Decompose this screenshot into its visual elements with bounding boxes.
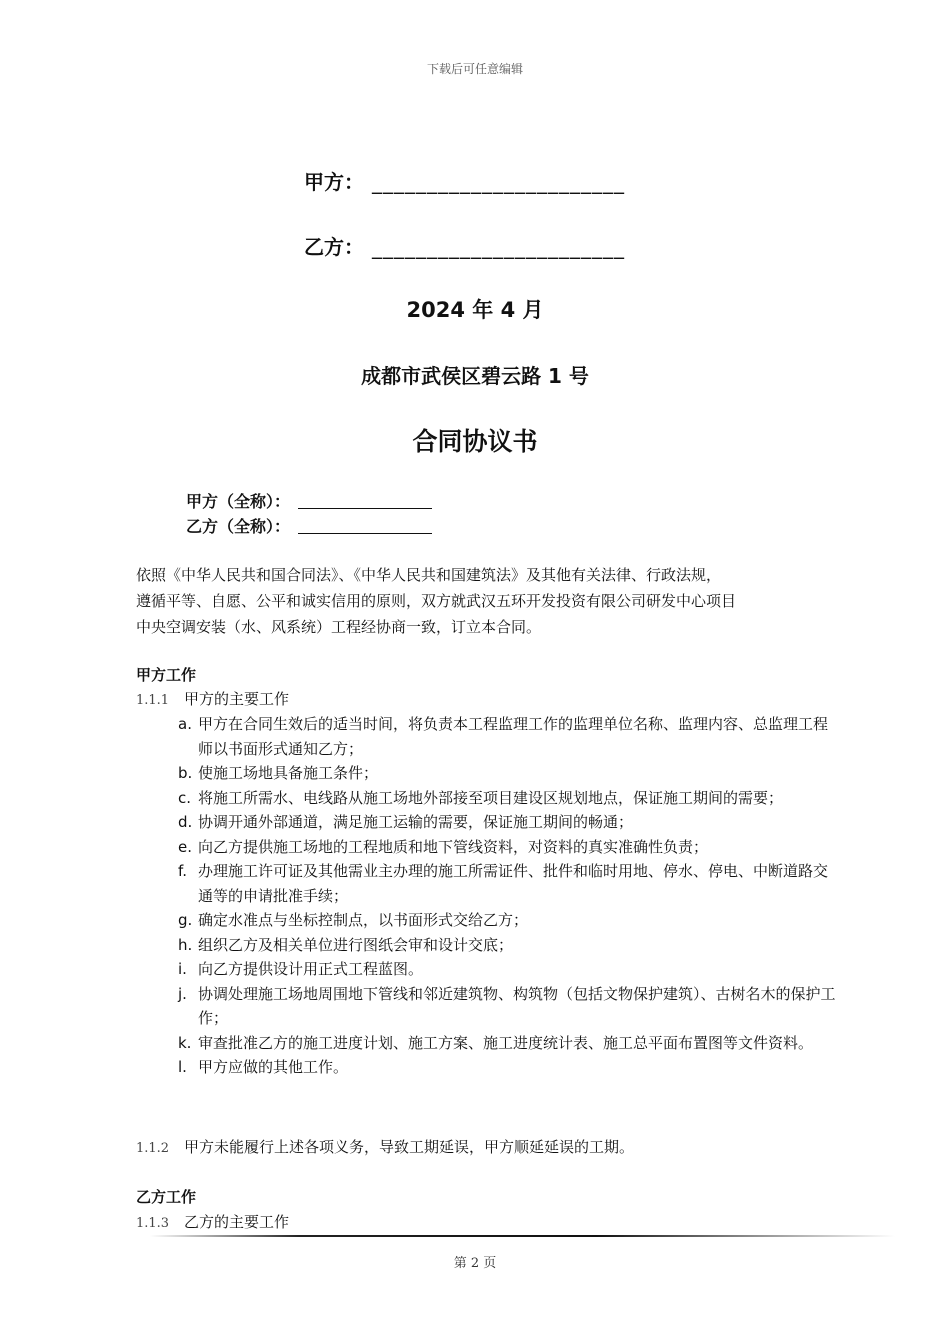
party-a-duties-list <box>178 712 838 1080</box>
item-label: d. <box>178 813 193 831</box>
party-b-blank: _______________________ <box>372 235 625 259</box>
item-label: k. <box>178 1033 192 1052</box>
intro-paragraph <box>136 562 826 640</box>
item-text: 使施工场地具备施工条件； <box>198 764 379 782</box>
intro-line: 中央空调安装（水、风系统）工程经协商一致，订立本合同。 <box>136 618 542 636</box>
intro-line: 依照《中华人民共和国合同法》、《中华人民共和国建筑法》及其他有关法律、行政法规， <box>136 566 722 584</box>
party-b-line <box>304 231 625 260</box>
list-item <box>178 1055 838 1080</box>
item-label: j. <box>178 984 187 1003</box>
clause-1-1-2 <box>136 1136 634 1157</box>
party-a-fullname-underline <box>298 494 432 509</box>
party-a-fullname-label: 甲方（全称）： <box>186 492 291 511</box>
list-item <box>178 859 838 908</box>
list-item <box>178 957 838 982</box>
intro-line: 遵循平等、自愿、公平和诚实信用的原则，双方就武汉五环开发投资有限公司研发中心项目 <box>136 592 737 610</box>
clause-text: 甲方未能履行上述各项义务，导致工期延误，甲方顺延延误的工期。 <box>184 1138 635 1156</box>
item-text: 确定水准点与坐标控制点，以书面形式交给乙方； <box>198 911 529 929</box>
clause-number: 1.1.2 <box>136 1141 170 1156</box>
clause-number: 1.1.3 <box>136 1216 170 1231</box>
item-label: e. <box>178 837 192 856</box>
party-a-blank: _______________________ <box>372 170 625 194</box>
party-b-fullname <box>186 514 432 537</box>
list-item <box>178 810 838 835</box>
party-a-label: 甲方： <box>304 170 364 194</box>
clause-1-1-3 <box>136 1211 289 1232</box>
document-title: 合同协议书 <box>412 427 538 456</box>
party-a-line <box>304 166 625 195</box>
item-label: l. <box>178 1058 187 1076</box>
item-text: 协调开通外部通道，满足施工运输的需要，保证施工期间的畅通； <box>198 813 634 831</box>
item-text: 向乙方提供施工场地的工程地质和地下管线资料，对资料的真实准确性负责； <box>198 837 709 856</box>
list-item <box>178 908 838 933</box>
header-note: 下载后可任意编辑 <box>426 62 523 76</box>
item-label: c. <box>178 788 192 807</box>
contract-date: 2024 年 4 月 <box>406 298 544 322</box>
item-text: 组织乙方及相关单位进行图纸会审和设计交底； <box>198 935 514 954</box>
item-label: f. <box>178 862 187 880</box>
party-b-fullname-label: 乙方（全称）： <box>186 517 291 536</box>
clause-number: 1.1.1 <box>136 693 170 708</box>
item-text: 协调处理施工场地周围地下管线和邻近建筑物、构筑物（包括文物保护建筑）、古树名木的保护工作； <box>198 984 836 1027</box>
clause-text: 乙方的主要工作 <box>184 1213 290 1231</box>
section-heading-party-b: 乙方工作 <box>136 1188 197 1206</box>
item-label: b. <box>178 764 193 782</box>
list-item <box>178 933 838 958</box>
list-item <box>178 786 838 811</box>
clause-text: 甲方的主要工作 <box>184 690 290 708</box>
party-b-label: 乙方： <box>304 235 364 259</box>
item-text: 甲方在合同生效后的适当时间，将负责本工程监理工作的监理单位名称、监理内容、总监理工程师以书面形式通知乙方； <box>198 715 829 758</box>
contract-address: 成都市武侯区碧云路 1 号 <box>361 364 589 388</box>
item-text: 办理施工许可证及其他需业主办理的施工所需证件、批件和临时用地、停水、停电、中断道路交通等的申请批准手续； <box>198 862 829 905</box>
list-item <box>178 712 838 761</box>
item-text: 甲方应做的其他工作。 <box>198 1058 349 1076</box>
footer-divider <box>150 1235 895 1237</box>
item-text: 审查批准乙方的施工进度计划、施工方案、施工进度统计表、施工总平面布置图等文件资料。 <box>198 1033 814 1052</box>
item-label: a. <box>178 715 192 733</box>
party-b-fullname-underline <box>298 519 432 534</box>
clause-1-1-1 <box>136 688 289 709</box>
page-number: 第 2 页 <box>453 1256 497 1271</box>
list-item <box>178 761 838 786</box>
item-label: h. <box>178 935 193 954</box>
party-a-fullname <box>186 489 432 512</box>
list-item <box>178 1031 838 1056</box>
list-item <box>178 835 838 860</box>
item-label: i. <box>178 960 187 978</box>
item-text: 向乙方提供设计用正式工程蓝图。 <box>198 960 424 978</box>
section-heading-party-a: 甲方工作 <box>136 666 197 684</box>
item-text: 将施工所需水、电线路从施工场地外部接至项目建设区规划地点，保证施工期间的需要； <box>198 788 784 807</box>
list-item <box>178 982 838 1031</box>
item-label: g. <box>178 911 193 929</box>
